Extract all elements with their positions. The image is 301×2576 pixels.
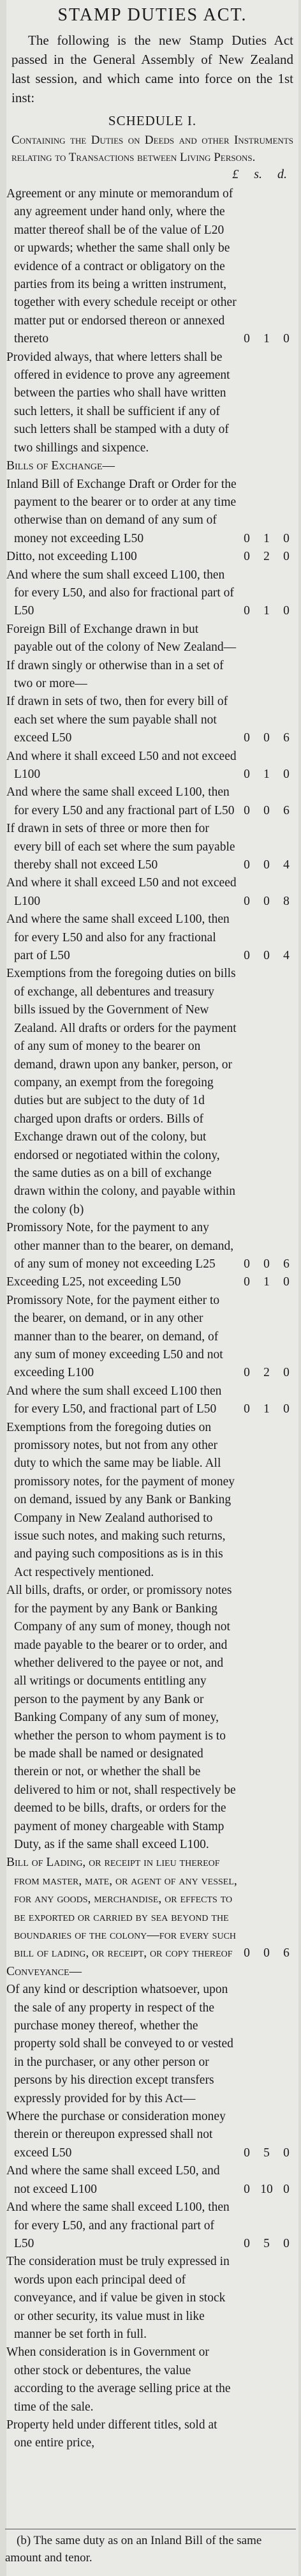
entry-amount [240,893,293,911]
schedule-entry [6,693,298,747]
schedule-entry [6,1981,298,2108]
article-intro: The following is the new Stamp Duties Act passed in the General Assembly of New Zealand last session, and which came into force on the 1st inst: [11,33,293,105]
entry-text: The consideration must be truly expressed in words upon each principal deed of conveyance, and if value be given in stock or other security, its value must in like manner be set forth in full. [6,2255,230,2341]
entry-amount [240,802,293,820]
amount-pence: 0 [283,604,290,618]
entry-amount [240,1364,293,1382]
entry-text: Where the purchase or consideration money therein or thereupon expressed shall not exceed L50 [6,2110,226,2160]
amount-pence: 6 [283,1257,290,1271]
amount-pounds: 0 [244,731,250,745]
entry-text: When consideration is in Government or other stock or debentures, the value according to the average selling price at the time of the sale. [6,2345,231,2414]
amount-shillings: 10 [260,2182,273,2196]
amount-shillings: 0 [263,1257,270,1271]
amount-pounds: 0 [244,604,250,618]
schedule-entry [6,457,298,475]
amount-pence: 8 [283,894,290,908]
amount-pence: 6 [283,803,290,817]
currency-pence: d. [277,167,287,181]
amount-pounds: 0 [244,2182,250,2196]
amount-pounds: 0 [244,1275,250,1289]
schedule-entry [6,1292,298,1383]
schedule-entry [6,2162,298,2199]
amount-pence: 0 [283,2182,290,2196]
currency-shillings: s. [254,167,262,181]
schedule-entry [6,566,298,621]
entry-text: And where it shall exceed L50 and not exceed L100 [6,876,237,908]
amount-shillings: 1 [263,531,270,545]
entry-text: Conveyance— [6,1964,82,1978]
currency-pounds: £ [232,167,239,181]
entry-text: Ditto, not exceeding L100 [6,550,137,564]
schedule-entry [6,621,298,657]
entry-text: If drawn in sets of two, then for every bill of each set where the sum payable shall not exceed L50 [6,695,228,745]
entry-amount [240,1255,293,1273]
entry-amount [240,602,293,620]
amount-shillings: 0 [263,858,270,872]
entry-text: Bills of Exchange— [6,459,115,473]
schedule-entry [6,657,298,693]
amount-pence: 6 [283,1946,290,1960]
amount-pence: 0 [283,1402,290,1416]
entry-text: Property held under different titles, sold at one entire price, [6,2418,217,2450]
amount-pence: 0 [283,550,290,564]
amount-pence: 0 [283,531,290,545]
amount-pounds: 0 [244,332,250,346]
amount-pounds: 0 [244,2146,250,2160]
amount-pence: 4 [283,858,290,872]
amount-shillings: 0 [263,803,270,817]
schedule-entry [6,874,298,911]
amount-shillings: 1 [263,1275,270,1289]
newspaper-column [6,0,298,2576]
schedule-entry [6,2416,298,2453]
schedule-entries [6,185,298,2453]
schedule-entry [6,784,298,820]
schedule-entry [6,1854,298,1962]
entry-text: And where the same shall exceed L100, then for every L50 and any fractional part of L50 [6,785,235,817]
amount-shillings: 2 [263,550,270,564]
entry-text: If drawn in sets of three or more then for every bill of each set where the sum payable thereby shall not exceed L50 [6,822,235,872]
entry-amount [240,530,293,548]
entry-text: Exemptions from the foregoing duties on bills of exchange, all debentures and treasury bills issued by the Government of New Zealand. All drafts or orders for the payment of any sum of money to the bearer on demand, drawn upon any banker, person, or company, an exempt from the foregoing duties but are subject to the duty of 1d charged upon drafts or orders. Bills of Exchange drawn out of the colony, but endorsed or negotiated within the colony, the same duties as on a bill of exchange drawn within the colony, and payable within the colony (b) [6,967,237,1216]
entry-text: And where the same shall exceed L50, and not exceed L100 [6,2164,220,2196]
amount-pounds: 0 [244,531,250,545]
amount-pounds: 0 [244,2236,250,2250]
entry-text: Promissory Note, for the payment either to the bearer, on demand, or in any other manner than to the bearer, on demand, of any sum of money exceeding L50 and not exceeding L100 [6,1293,223,1380]
schedule-entry [6,1273,298,1291]
entry-text: Exemptions from the foregoing duties on promissory notes, but not from any other duty to which the same may be liable. All promissory notes, for the payment of money on demand, issued by any Bank or Banking Company in New Zealand authorised to issue such notes, and making such returns, and paying such compositions as is in this Act respectively mentioned. [6,1420,235,1579]
entry-text: Agreement or any minute or memorandum of any agreement under hand only, where the matter thereof shall be of the value of L20 or upwards; whether the same shall only be evidence of a contract or obligatory on the parties from its being a written instrument, together with every schedule receipt or other matter put or endorsed thereon or annexed thereto [6,187,237,346]
amount-pence: 0 [283,2146,290,2160]
schedule-subheading: Containing the Duties on Deeds and other Instruments relating to Transactions between Living Persons. [11,133,293,164]
entry-text: Exceeding L25, not exceeding L50 [6,1275,181,1289]
schedule-entry [6,1419,298,1582]
entry-amount [240,548,293,566]
amount-pounds: 0 [244,550,250,564]
entry-text: Provided always, that where letters shall be offered in evidence to prove any agreement between the parties who shall have written such letters, it shall be sufficient if any of such letters shall be stamped with a duty of two shillings and sixpence. [6,350,230,455]
entry-text: If drawn singly or otherwise than in a set of two or more— [6,658,224,690]
schedule-entry [6,349,298,457]
amount-pounds: 0 [244,803,250,817]
amount-shillings: 1 [263,332,270,346]
footnote: (b) The same duty as on an Inland Bill of the same amount and tenor. [5,2529,296,2566]
entry-text: Of any kind or description whatsoever, upon the sale of any property in respect of the purchase money thereof, whether the property sold shall be conveyed to or vested in the purchaser, or any other person or persons by his direction except transfers expressly provided for by this Act— [6,1983,233,2105]
amount-shillings: 5 [263,2236,270,2250]
schedule-entry [6,2253,298,2344]
schedule-entry [6,476,298,549]
entry-amount [240,1400,293,1418]
entry-text: And where the same shall exceed L100, then for every L50 and also for any fractional part of L50 [6,913,230,963]
amount-shillings: 0 [263,949,270,963]
schedule-entry [6,1963,298,1981]
entry-text: And where the sum shall exceed L100 then for every L50, and fractional part of L50 [6,1384,222,1416]
schedule-entry [6,820,298,874]
entry-amount [240,1944,293,1962]
amount-pounds: 0 [244,1946,250,1960]
entry-amount [240,330,293,348]
amount-pounds: 0 [244,894,250,908]
entry-amount [240,766,293,784]
amount-pence: 0 [283,1366,290,1380]
schedule-entry [6,748,298,784]
amount-pounds: 0 [244,1366,250,1380]
entry-amount [240,947,293,965]
entry-amount [240,729,293,747]
amount-pence: 4 [283,949,290,963]
schedule-entry [6,1383,298,1419]
amount-shillings: 1 [263,604,270,618]
amount-shillings: 5 [263,2146,270,2160]
schedule-entry [6,965,298,1219]
entry-text: And where the sum shall exceed L100, then for every L50, and also for fractional part of L50 [6,568,234,618]
amount-pence: 0 [283,2236,290,2250]
entry-text: Inland Bill of Exchange Draft or Order for the payment to the bearer or to order at any time otherwise than on demand of any sum of money not exceeding L50 [6,477,237,545]
amount-shillings: 1 [263,768,270,781]
amount-shillings: 0 [263,1946,270,1960]
schedule-entry [6,2108,298,2162]
entry-amount [240,2144,293,2162]
entry-text: And where the same shall exceed L100, then for every L50, and any fractional part of L50 [6,2201,230,2250]
entry-amount [240,856,293,874]
entry-text: Bill of Lading, or receipt in lieu thereof from master, mate, or agent of any vessel, for any goods, merchandise, or effects to be exported or carried by sea beyond the boundaries of the colony—for every such bill of lading, or receipt, or copy thereof [6,1856,237,1960]
schedule-entry [6,2344,298,2416]
schedule-entry [6,548,298,566]
schedule-heading: SCHEDULE I. [108,113,197,128]
amount-shillings: 0 [263,731,270,745]
amount-pounds: 0 [244,768,250,781]
amount-shillings: 1 [263,1402,270,1416]
amount-pounds: 0 [244,1402,250,1416]
entry-amount [240,1273,293,1291]
article-title: STAMP DUTIES ACT. [57,5,247,25]
amount-pence: 0 [283,332,290,346]
schedule-entry [6,1219,298,1273]
entry-text: Promissory Note, for the payment to any other manner than to the bearer, on demand, of any sum of money not exceeding L25 [6,1221,234,1271]
entry-text: Foreign Bill of Exchange drawn in but payable out of the colony of New Zealand— [6,622,237,655]
schedule-entry [6,2199,298,2253]
entry-text: And where it shall exceed L50 and not exceed L100 [6,749,237,781]
currency-header [6,166,287,183]
amount-pounds: 0 [244,949,250,963]
amount-pence: 6 [283,731,290,745]
schedule-entry [6,911,298,965]
schedule-entry [6,185,298,349]
amount-shillings: 2 [263,1366,270,1380]
amount-pounds: 0 [244,858,250,872]
entry-text: All bills, drafts, or order, or promissory notes for the payment by any Bank or Banking Company of any sum of money, though not made payable to the bearer or to order, and whether delivered to the payee or not, and all writings or documents entitling any person to the payment by any Bank or Banking Company of any sum of money, whether the person to whom payment is to be made shall be named or designated therein or not, or whether the shall be delivered to him or not, shall respectively be deemed to be bills, drafts, or orders for the payment of money chargeable with Stamp Duty, as if the same shall exceed L100. [6,1584,236,1851]
entry-amount [240,2235,293,2253]
entry-amount [240,2181,293,2199]
amount-pence: 0 [283,768,290,781]
amount-pence: 0 [283,1275,290,1289]
schedule-entry [6,1582,298,1854]
amount-shillings: 0 [263,894,270,908]
amount-pounds: 0 [244,1257,250,1271]
